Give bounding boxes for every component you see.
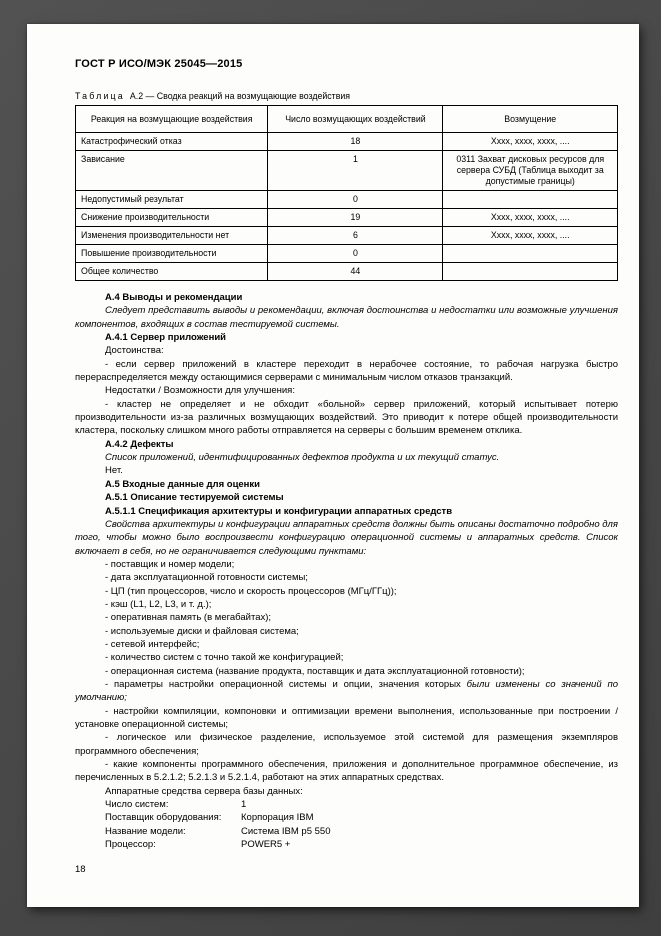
cell-disturbance: Хххх, хххх, хххх, .... bbox=[443, 227, 618, 245]
list-item-italic-part: были изменены со значений по умолчанию; bbox=[75, 678, 618, 704]
list-item: - операционная система (название продукта, поставщик и дата эксплуатационной готовности); bbox=[105, 665, 525, 677]
cell-count: 0 bbox=[268, 245, 443, 263]
cell-disturbance bbox=[443, 263, 618, 281]
cell-reaction: Зависание bbox=[76, 151, 268, 191]
cell-reaction: Повышение производительности bbox=[76, 245, 268, 263]
list-item: - оперативная память (в мегабайтах); bbox=[105, 612, 272, 624]
spec-label: Процессор: bbox=[105, 839, 156, 851]
table-row bbox=[76, 227, 618, 245]
cell-disturbance: Хххх, хххх, хххх, .... bbox=[443, 209, 618, 227]
spec-value: POWER5 + bbox=[241, 839, 291, 851]
cell-count: 6 bbox=[268, 227, 443, 245]
spec-value: 1 bbox=[241, 799, 247, 811]
list-item-mixed bbox=[75, 678, 618, 705]
cell-disturbance: Хххх, хххх, хххх, .... bbox=[443, 133, 618, 151]
table-row bbox=[76, 133, 618, 151]
cell-disturbance bbox=[443, 245, 618, 263]
table-caption bbox=[75, 91, 618, 101]
list-item-normal-part: - параметры настройки операционной системы и опции, значения которых bbox=[105, 678, 467, 690]
cell-reaction: Снижение производительности bbox=[76, 209, 268, 227]
spec-row-vendor bbox=[75, 811, 618, 824]
heading-a4-2: А.4.2 Дефекты bbox=[105, 438, 174, 450]
paragraph-hw-intro: Аппаратные средства сервера базы данных: bbox=[105, 785, 303, 797]
heading-a5-1-1: А.5.1.1 Спецификация архитектуры и конфигурации аппаратных средств bbox=[105, 505, 453, 517]
spec-label: Число систем: bbox=[105, 799, 169, 811]
cell-reaction: Общее количество bbox=[76, 263, 268, 281]
heading-a5: А.5 Входные данные для оценки bbox=[105, 478, 261, 490]
list-item: - кэш (L1, L2, L3, и т. д.); bbox=[105, 598, 212, 610]
doc-header: ГОСТ Р ИСО/МЭК 25045—2015 bbox=[75, 58, 243, 70]
spec-value: Система IBM p5 550 bbox=[241, 825, 331, 837]
list-item: - количество систем с точно такой же конфигурацией; bbox=[105, 652, 344, 664]
table-row bbox=[76, 191, 618, 209]
spec-row-systems-count bbox=[75, 798, 618, 811]
heading-a4: А.4 Выводы и рекомендации bbox=[105, 292, 243, 303]
list-item: - дата эксплуатационной готовности системы; bbox=[105, 572, 308, 584]
list-item: - какие компоненты программного обеспечения, приложения и дополнительное программное обеспечение, из перечисленных в 5.2.1.2; 5.2.1.3 и 5.2.1.4, работают на этих аппаратных средствах. bbox=[75, 759, 618, 784]
reactions-summary-table bbox=[75, 105, 618, 281]
list-item: - логическое или физическое разделение, используемое этой системой для размещения экземпляров программного обеспечения; bbox=[75, 732, 618, 757]
cell-disturbance bbox=[443, 191, 618, 209]
table-row bbox=[76, 151, 618, 191]
paragraph-flaw-1: - кластер не определяет и не обходит «больной» сервер приложений, который испытывает потерю производительности из-за различных возмущающих воздействий. Это приводит к потере общей производительности кластера, поскольку слишком много работы отправляется на серверы с большим временем отклика. bbox=[75, 398, 618, 437]
spec-value: Корпорация IBM bbox=[241, 812, 314, 824]
list-item: - поставщик и номер модели; bbox=[105, 558, 235, 570]
list-item: - ЦП (тип процессоров, число и скорость процессоров (МГц/ГГц)); bbox=[105, 585, 397, 597]
paragraph-a511-intro: Свойства архитектуры и конфигурации аппаратных средств должны быть описаны достаточно подробно для того, чтобы можно было воспроизвести конфигурацию операционной системы и аппаратных средств. Список включает в себя, но не ограничивается следующими пунктами: bbox=[75, 518, 618, 557]
cell-count: 19 bbox=[268, 209, 443, 227]
list-item: - настройки компиляции, компоновки и оптимизации времени выполнения, использованные при построении /установке операционной системы; bbox=[75, 705, 618, 730]
cell-reaction: Катастрофический отказ bbox=[76, 133, 268, 151]
paragraph-merit-1: - если сервер приложений в кластере переходит в нерабочее состояние, то рабочая нагрузка быстро перераспределяется между остающимися серверами с минимальным числом отказов транзакций. bbox=[75, 358, 618, 384]
document-page bbox=[27, 24, 639, 907]
list-item: - используемые диски и файловая система; bbox=[105, 625, 299, 637]
paragraph-defects-none: Нет. bbox=[105, 465, 123, 477]
spec-row-processor bbox=[75, 838, 618, 851]
cell-count: 44 bbox=[268, 263, 443, 281]
table-header-row bbox=[76, 106, 618, 133]
spec-label: Поставщик оборудования: bbox=[105, 812, 222, 824]
table-row bbox=[76, 263, 618, 281]
cell-count: 1 bbox=[268, 151, 443, 191]
paragraph-a4-intro: Следует представить выводы и рекомендации, включая достоинства и недостатки или возможные улучшения компонентов, входящих в состав тестируемой системы. bbox=[75, 305, 618, 330]
col-header-count: Число возмущающих воздействий bbox=[268, 106, 443, 133]
table-caption-text: А.2 — Сводка реакций на возмущающие воздействия bbox=[129, 91, 351, 101]
cell-count: 18 bbox=[268, 133, 443, 151]
cell-disturbance: 0311 Захват дисковых ресурсов для сервера СУБД (Таблица выходит за допустимые границы) bbox=[443, 151, 618, 191]
spec-row-model bbox=[75, 825, 618, 838]
paragraph-merits-label: Достоинства: bbox=[105, 345, 164, 357]
document-body bbox=[75, 291, 618, 851]
col-header-disturbance: Возмущение bbox=[443, 106, 618, 133]
table-row bbox=[76, 245, 618, 263]
spec-label: Название модели: bbox=[105, 825, 186, 837]
cell-reaction: Изменения производительности нет bbox=[76, 227, 268, 245]
paragraph-defects-intro: Список приложений, идентифицированных дефектов продукта и их текущий статус. bbox=[105, 452, 500, 464]
heading-a4-1: А.4.1 Сервер приложений bbox=[105, 332, 227, 344]
list-item: - сетевой интерфейс; bbox=[105, 638, 200, 650]
table-row bbox=[76, 209, 618, 227]
paragraph-flaws-label: Недостатки / Возможности для улучшения: bbox=[105, 385, 295, 397]
cell-reaction: Недопустимый результат bbox=[76, 191, 268, 209]
col-header-reaction: Реакция на возмущающие воздействия bbox=[76, 106, 268, 133]
page-number: 18 bbox=[75, 864, 86, 876]
table-caption-label: Таблица bbox=[75, 91, 125, 101]
cell-count: 0 bbox=[268, 191, 443, 209]
heading-a5-1: А.5.1 Описание тестируемой системы bbox=[105, 492, 284, 504]
